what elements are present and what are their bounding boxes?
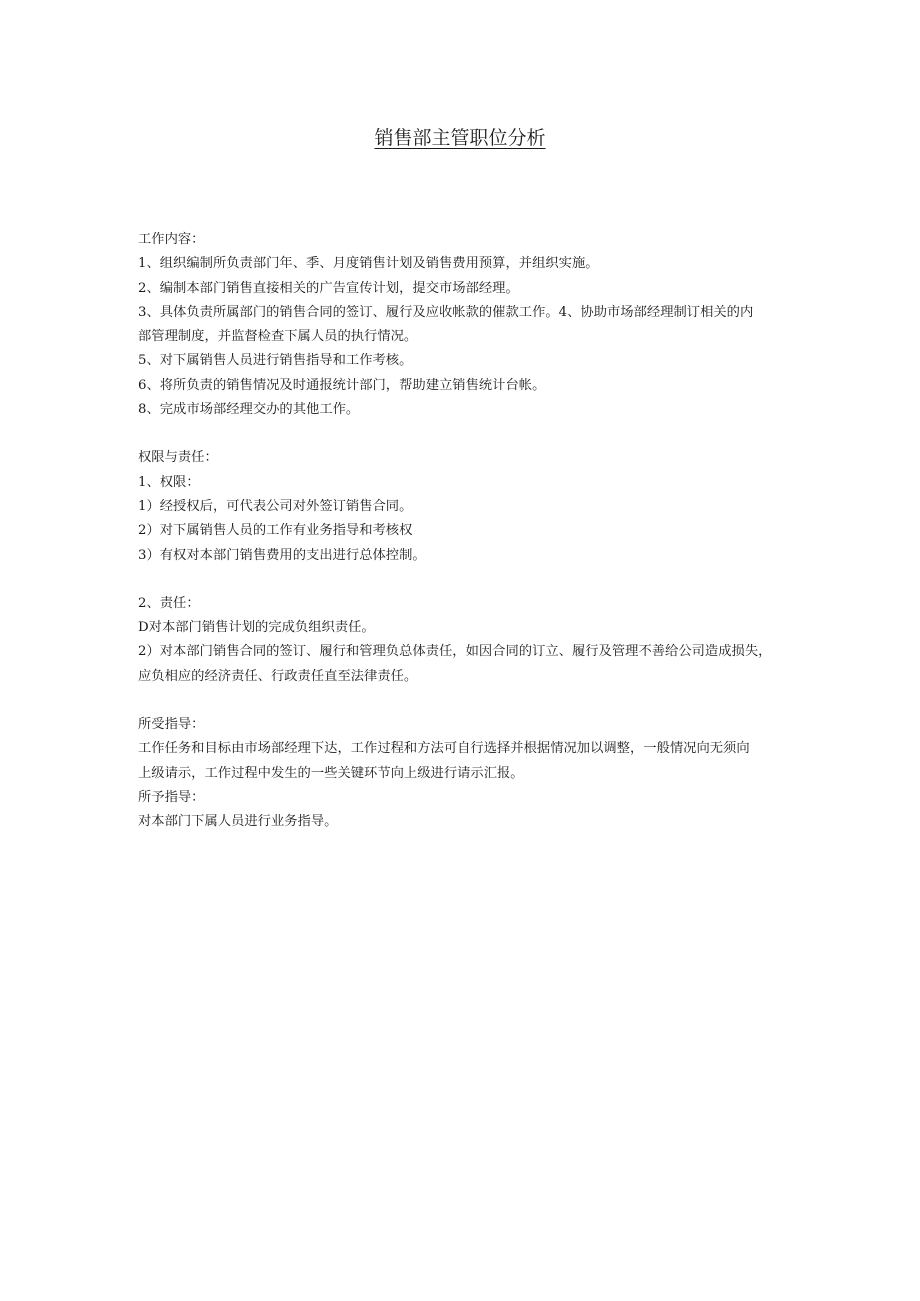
authority-item: 3）有权对本部门销售费用的支出进行总体控制。 <box>138 547 426 563</box>
work-item: 1、组织编制所负责部门年、季、月度销售计划及销售费用预算，并组织实施。 <box>138 256 599 272</box>
work-item: 8、完成市场部经理交办的其他工作。 <box>138 402 360 418</box>
authority-item: 2）对下属销售人员的工作有业务指导和考核权 <box>138 523 413 539</box>
work-item: 2、编制本部门销售直接相关的广告宣传计划，提交市场部经理。 <box>138 280 519 296</box>
guidance-received-text: 工作任务和目标由市场部经理下达，工作过程和方法可自行选择并根据情况加以调整，一般情况向无须向 <box>138 741 750 757</box>
guidance-given-text: 对本部门下属人员进行业务指导。 <box>138 814 338 830</box>
section-work-content <box>138 228 788 422</box>
authority-item: 1）经授权后，可代表公司对外签订销售合同。 <box>138 498 413 514</box>
section-spacer <box>138 422 788 446</box>
work-item: 3、具体负责所属部门的销售合同的签订、履行及应收帐款的催款工作。4、协助市场部经理制订相关的内 <box>138 304 754 320</box>
work-item: 部管理制度，并监督检查下属人员的执行情况。 <box>138 329 418 345</box>
document-body <box>138 228 788 835</box>
section-authority <box>138 446 788 567</box>
section-guidance-received <box>138 713 788 786</box>
guidance-received-text: 上级请示，工作过程中发生的一些关键环节向上级进行请示汇报。 <box>138 765 524 781</box>
work-item: 5、对下属销售人员进行销售指导和工作考核。 <box>138 353 413 369</box>
section-heading: 所受指导： <box>138 717 205 733</box>
section-heading: 所予指导： <box>138 789 205 805</box>
section-heading: 权限与责任： <box>138 450 218 466</box>
document-title-wrapper <box>0 124 920 152</box>
responsibility-item: 应负相应的经济责任、行政责任直至法律责任。 <box>138 668 418 684</box>
responsibility-item: D对本部门销售计划的完成负组织责任。 <box>138 620 375 636</box>
section-responsibility <box>138 592 788 689</box>
section-guidance-given <box>138 786 788 835</box>
sub-heading: 1、权限： <box>138 474 200 490</box>
section-heading: 工作内容： <box>138 232 205 247</box>
section-spacer <box>138 568 788 592</box>
section-heading: 2、责任： <box>138 595 200 611</box>
responsibility-item: 2）对本部门销售合同的签订、履行和管理负总体责任，如因合同的订立、履行及管理不善给公司造成损失， <box>138 644 772 660</box>
work-item: 6、将所负责的销售情况及时通报统计部门，帮助建立销售统计台帐。 <box>138 377 546 393</box>
section-spacer <box>138 689 788 713</box>
document-title: 销售部主管职位分析 <box>374 127 546 149</box>
